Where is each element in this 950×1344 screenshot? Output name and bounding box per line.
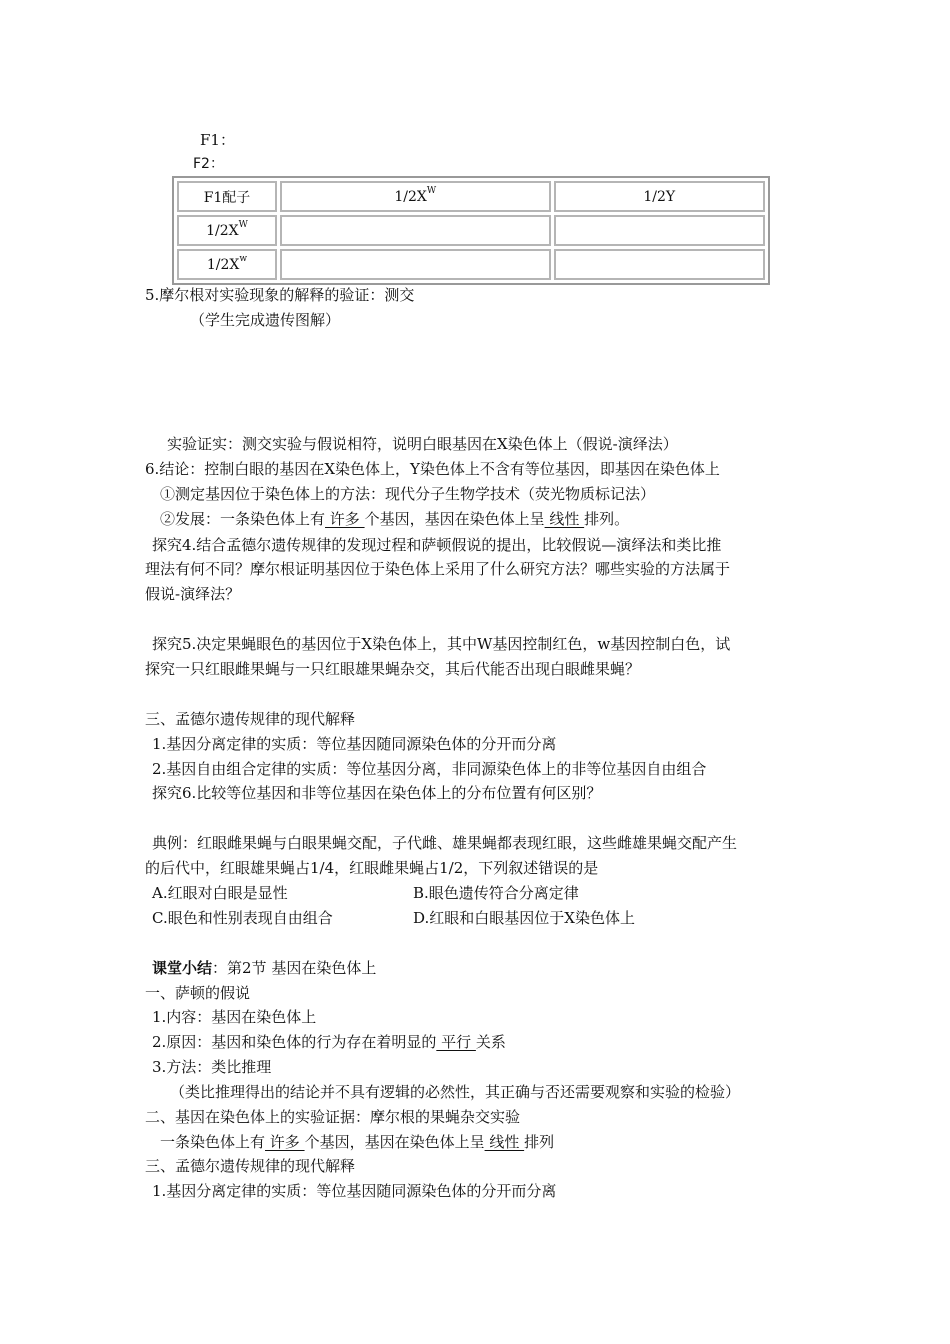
explore-5-line-1: 探究5.决定果蝇眼色的基因位于X染色体上，其中W基因控制红色，w基因控制白色，试 — [152, 635, 731, 653]
development-item: ②发展：一条染色体上有 许多 个基因，基因在染色体上呈 线性 排列。 — [160, 510, 630, 528]
punnett-row-header-xw-lower: $1/2X^w$ — [177, 249, 277, 280]
explore-4-line-1: 探究4.结合孟德尔遗传规律的发现过程和萨顿假说的提出，比较假说—演绎法和类比推 — [152, 536, 722, 554]
explore-4-line-2: 理法有何不同？摩尔根证明基因位于染色体上采用了什么研究方法？哪些实验的方法属于 — [145, 560, 731, 578]
option-d: D.红眼和白眼基因位于X染色体上 — [413, 909, 635, 927]
summary-part-2-line: 一条染色体上有 许多 个基因，基因在染色体上呈 线性 排列 — [160, 1133, 555, 1151]
explore-6: 探究6.比较等位基因和非等位基因在染色体上的分布位置有何区别？ — [152, 784, 602, 802]
explore-4-line-3: 假说-演绎法？ — [145, 585, 241, 603]
summary-part-2: 二、基因在染色体上的实验证据：摩尔根的果蝇杂交实验 — [145, 1108, 521, 1126]
option-a: A.红眼对白眼是显性 — [152, 884, 288, 902]
summary-heading: 课堂小结：第2节 基因在染色体上 — [152, 959, 377, 977]
verification-text: 实验证实：测交实验与假说相符，说明白眼基因在X染色体上（假说-演绎法） — [167, 435, 678, 453]
explore-5-line-2: 探究一只红眼雌果蝇与一只红眼雄果蝇杂交，其后代能否出现白眼雌果蝇？ — [145, 660, 641, 678]
punnett-col-header-xw: $1/2X^W$ — [280, 181, 551, 212]
summary-part-3: 三、孟德尔遗传规律的现代解释 — [145, 1157, 356, 1175]
punnett-col-header-y: 1/2Y — [554, 181, 766, 212]
summary-part-1: 一、萨顿的假说 — [145, 984, 251, 1002]
punnett-cell — [280, 249, 551, 280]
method-item: ①测定基因位于染色体上的方法：现代分子生物学技术（荧光物质标记法） — [160, 485, 656, 503]
punnett-row-header-xw-upper: $1/2X^W$ — [177, 215, 277, 246]
example-line-2: 的后代中，红眼雄果蝇占1/4，红眼雌果蝇占1/2，下列叙述错误的是 — [145, 859, 599, 877]
section-3-item-2: 2.基因自由组合定律的实质：等位基因分离，非同源染色体上的非等位基因自由组合 — [152, 760, 707, 778]
summary-part-3-item-1: 1.基因分离定律的实质：等位基因随同源染色体的分开而分离 — [152, 1182, 557, 1200]
punnett-cell — [280, 215, 551, 246]
section-5-heading: 5.摩尔根对实验现象的解释的验证：测交 — [145, 286, 415, 304]
example-line-1: 典例：红眼雌果蝇与白眼果蝇交配，子代雌、雄果蝇都表现红眼，这些雌雄果蝇交配产生 — [152, 834, 738, 852]
punnett-square — [172, 176, 770, 285]
summary-part-1-item-2: 2.原因：基因和染色体的行为存在着明显的 平行 关系 — [152, 1033, 506, 1051]
summary-part-1-item-1: 1.内容：基因在染色体上 — [152, 1008, 317, 1026]
summary-part-1-note: （类比推理得出的结论并不具有逻辑的必然性，其正确与否还需要观察和实验的检验） — [170, 1083, 741, 1101]
section-3-item-1: 1.基因分离定律的实质：等位基因随同源染色体的分开而分离 — [152, 735, 557, 753]
f2-label: F2： — [193, 156, 224, 172]
section-6-conclusion: 6.结论：控制白眼的基因在X染色体上，Y染色体上不含有等位基因，即基因在染色体上 — [145, 460, 720, 478]
summary-part-1-item-3: 3.方法：类比推理 — [152, 1058, 272, 1076]
f1-label: F1： — [200, 131, 235, 149]
punnett-corner: F1配子 — [177, 181, 277, 212]
option-b: B.眼色遗传符合分离定律 — [413, 884, 579, 902]
section-5-note: （学生完成遗传图解） — [190, 311, 341, 329]
section-3-heading: 三、孟德尔遗传规律的现代解释 — [145, 710, 356, 728]
option-c: C.眼色和性别表现自由组合 — [152, 909, 333, 927]
punnett-cell — [554, 215, 766, 246]
punnett-cell — [554, 249, 766, 280]
